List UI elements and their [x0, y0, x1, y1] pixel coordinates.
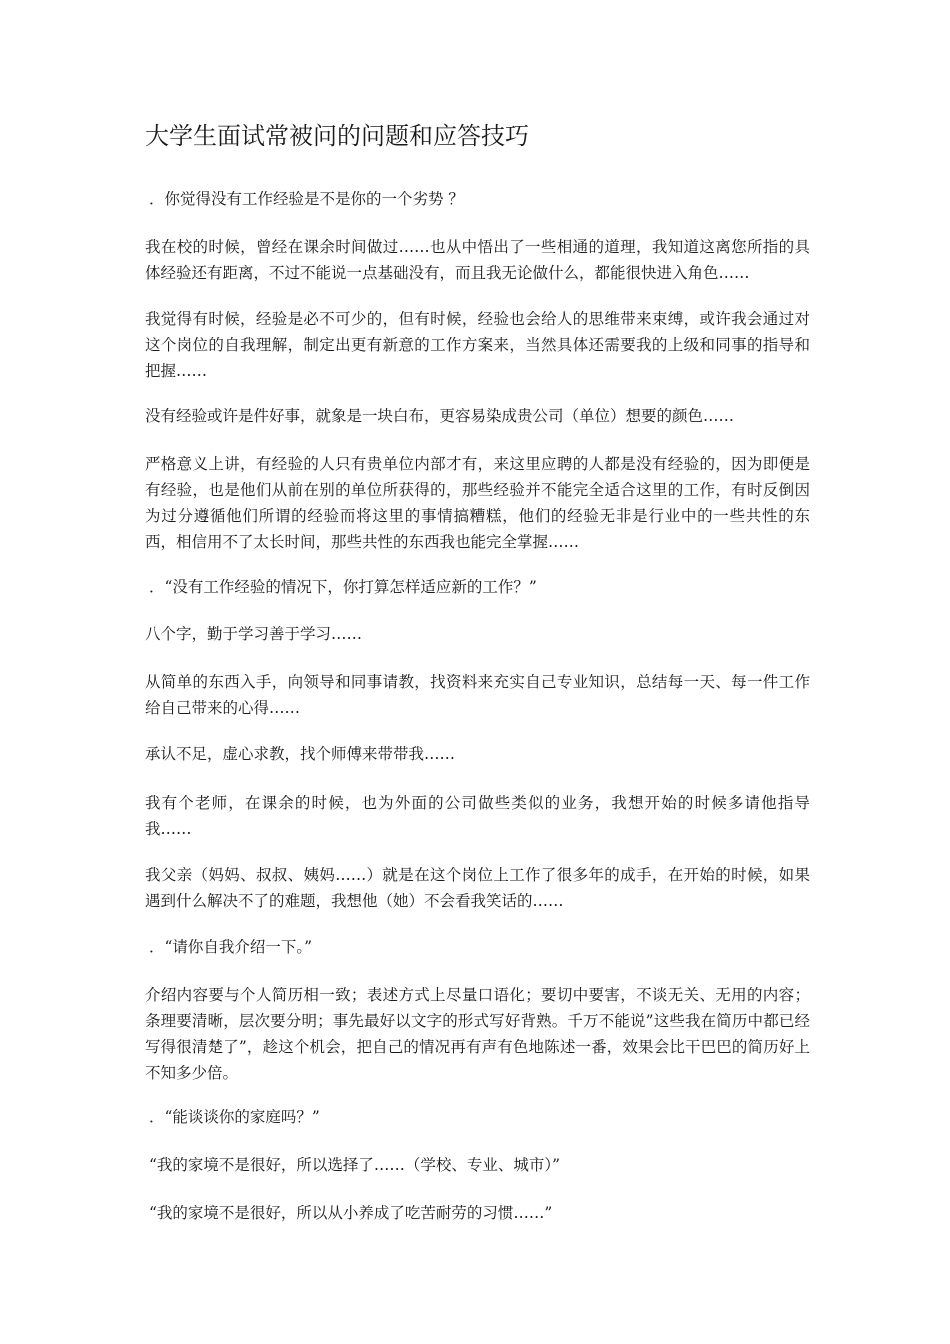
paragraph: 我觉得有时候，经验是必不可少的，但有时候，经验也会给人的思维带来束缚，或许我会通过对这个岗位的自我理解，制定出更有新意的工作方案来，当然具体还需要我的上级和同事的指导和把握…… — [145, 310, 810, 380]
question-heading: ．“请你自我介绍一下。” — [149, 938, 313, 956]
paragraph: 从简单的东西入手，向领导和同事请教，找资料来充实自己专业知识，总结每一天、每一件工作给自己带来的心得…… — [145, 673, 810, 717]
paragraph: 八个字，勤于学习善于学习…… — [145, 625, 363, 643]
document-title: 大学生面试常被问的问题和应答技巧 — [145, 122, 529, 150]
question-heading: ．“没有工作经验的情况下，你打算怎样适应新的工作？” — [149, 578, 537, 596]
paragraph: 没有经验或许是件好事，就象是一块白布，更容易染成贵公司（单位）想要的颜色…… — [145, 407, 735, 425]
question-heading: ．“能谈谈你的家庭吗？” — [149, 1108, 320, 1126]
paragraph: 介绍内容要与个人简历相一致；表述方式上尽量口语化；要切中要害，不谈无关、无用的内容；条理要清晰，层次要分明；事先最好以文字的形式写好背熟。千万不能说”这些我在简历中都已经写得很清楚了”，趁这个机会，把自己的情况再有声有色地陈述一番，效果会比干巴巴的简历好上不知多少倍。 — [145, 986, 810, 1082]
paragraph: 严格意义上讲，有经验的人只有贵单位内部才有，来这里应聘的人都是没有经验的，因为即便是有经验，也是他们从前在别的单位所获得的，那些经验并不能完全适合这里的工作，有时反倒因为过分遵循他们所谓的经验而将这里的事情搞糟糕，他们的经验无非是行业中的一些共性的东西，相信用不了太长时间，那些共性的东西我也能完全掌握…… — [145, 455, 810, 551]
paragraph: 我父亲（妈妈、叔叔、姨妈……）就是在这个岗位上工作了很多年的成手，在开始的时候，如果遇到什么解决不了的难题，我想他（她）不会看我笑话的…… — [145, 866, 810, 910]
quote-line: “我的家境不是很好，所以选择了……（学校、专业、城市）” — [149, 1156, 561, 1174]
paragraph: 承认不足，虚心求教，找个师傅来带带我…… — [145, 745, 456, 763]
paragraph: 我有个老师，在课余的时候，也为外面的公司做些类似的业务，我想开始的时候多请他指导我…… — [145, 794, 810, 838]
question-heading: ．你觉得没有工作经验是不是你的一个劣势 ？ — [149, 190, 464, 208]
paragraph: 我在校的时候，曾经在课余时间做过……也从中悟出了一些相通的道理，我知道这离您所指的具体经验还有距离，不过不能说一点基础没有，而且我无论做什么，都能很快进入角色…… — [145, 238, 810, 282]
quote-line: “我的家境不是很好，所以从小养成了吃苦耐劳的习惯……” — [149, 1204, 553, 1222]
